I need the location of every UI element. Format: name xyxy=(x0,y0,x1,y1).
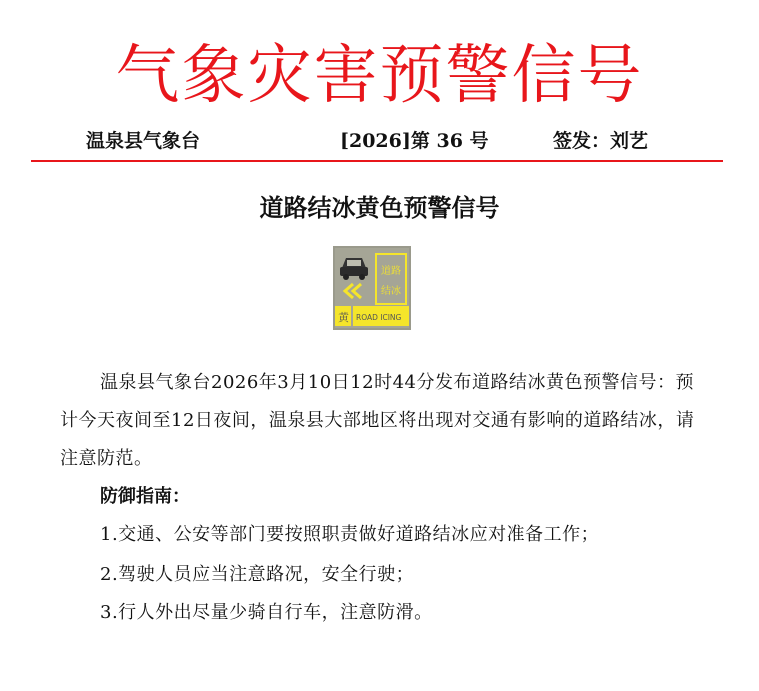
issuer-label: 温泉县气象台 xyxy=(86,130,201,152)
icon-text-level: 黄 xyxy=(338,311,349,324)
warning-paragraph: 温泉县气象台2026年3月10日12时44分发布道路结冰黄色预警信号：预计今天夜间至12日夜间，温泉县大部地区将出现对交通有影响的道路结冰，请注意防范。 xyxy=(60,372,695,469)
guide-item: 2.驾驶人员应当注意路况，安全行驶； xyxy=(100,564,415,585)
header-title: 气象灾害预警信号 xyxy=(115,39,644,113)
guide-item: 3.行人外出尽量少骑自行车，注意防滑。 xyxy=(100,602,433,623)
signal-title: 道路结冰黄色预警信号 xyxy=(259,193,500,222)
signer-label: 签发：刘艺 xyxy=(553,130,649,152)
document-number: [2026]第 36 号 xyxy=(340,130,489,152)
guide-item: 1.交通、公安等部门要按照职责做好道路结冰应对准备工作； xyxy=(100,524,600,545)
header-divider xyxy=(31,160,723,162)
road-icing-yellow-signal-icon xyxy=(333,246,411,330)
icon-text-english: ROAD ICING xyxy=(356,313,402,322)
icon-text-road-icing: 道路结冰 xyxy=(381,266,401,297)
guide-heading: 防御指南： xyxy=(100,486,190,507)
